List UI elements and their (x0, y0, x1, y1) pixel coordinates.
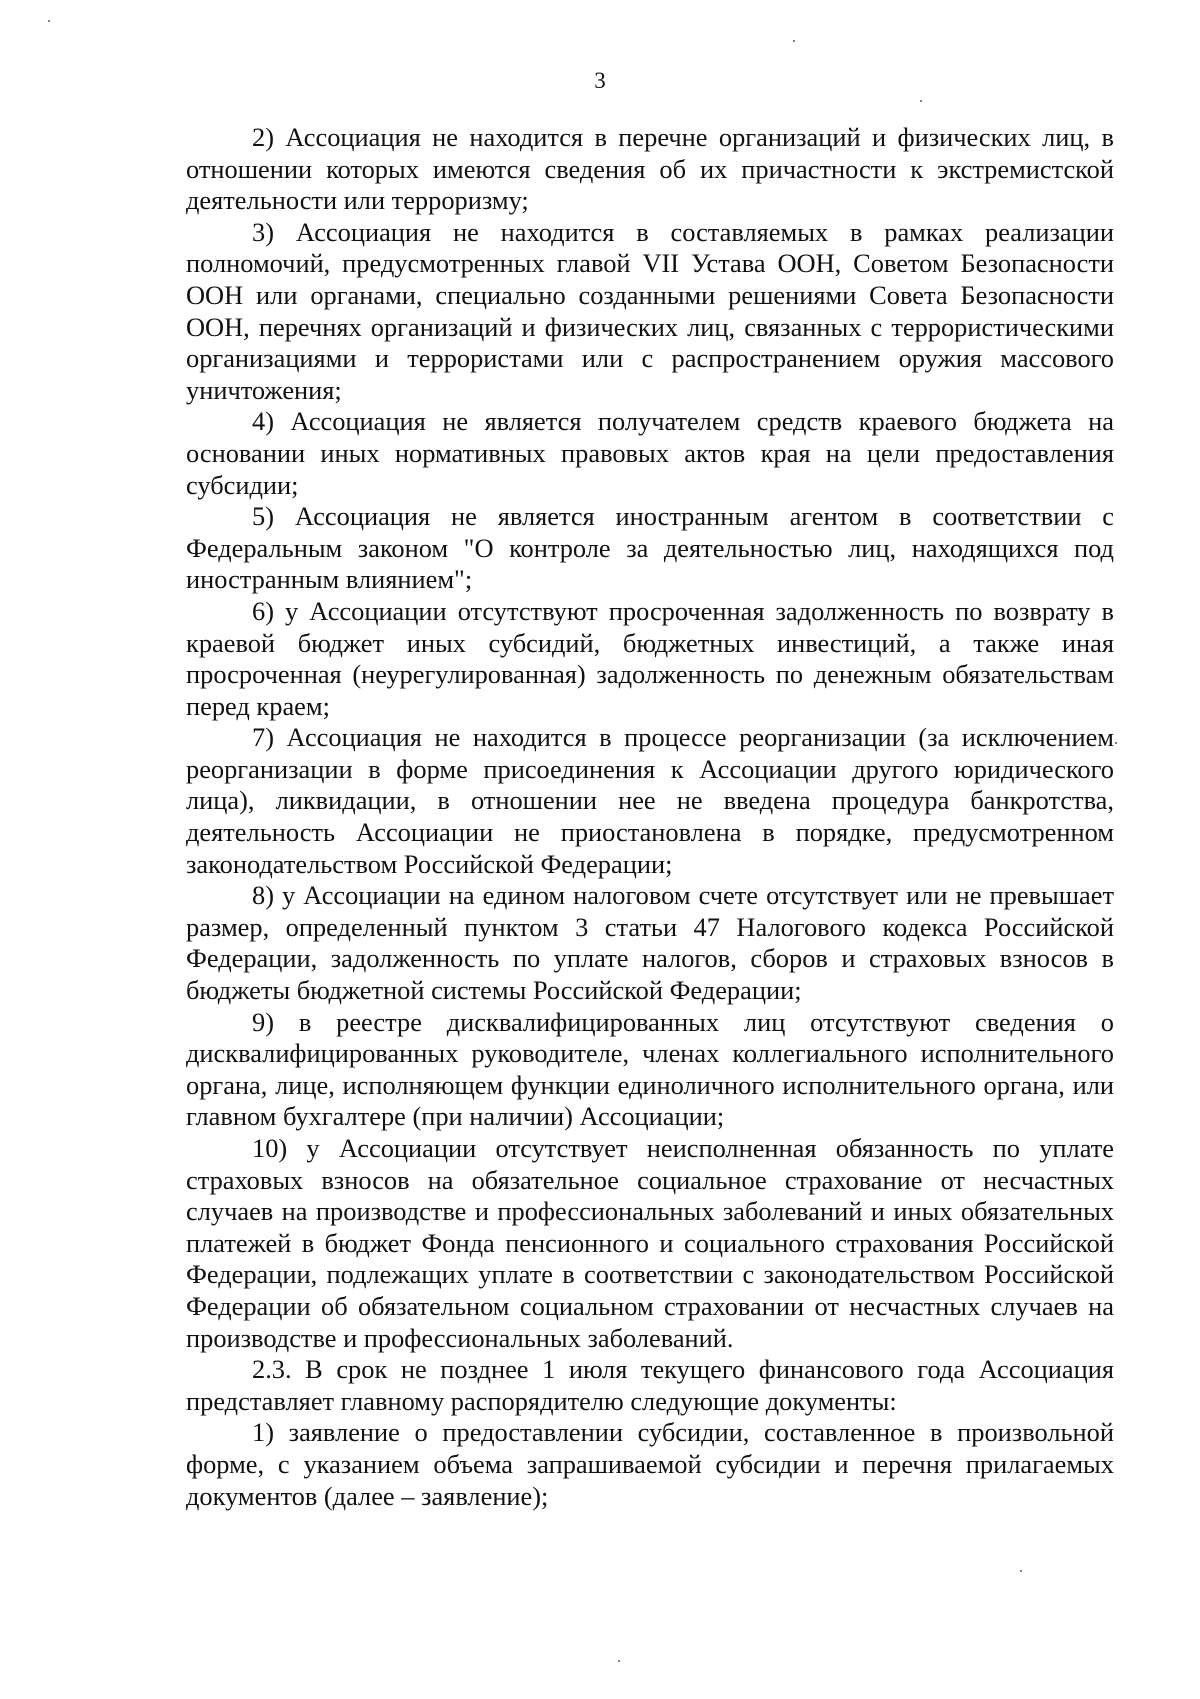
scan-speck (920, 100, 922, 102)
paragraph-item-9: 9) в реестре дисквалифицированных лиц отсутствуют сведения о дисквалифицированных руководителе, членах коллегиального исполнительного органа, лице, исполняющем функции единоличного исполнительного органа, или главном бухгалтере (при наличии) Ассоциации; (186, 1006, 1114, 1132)
scan-speck (1115, 742, 1117, 744)
paragraph-item-8: 8) у Ассоциации на едином налоговом счете отсутствует или не превышает размер, определенный пунктом 3 статьи 47 Налогового кодекса Российской Федерации, задолженность по уплате налогов, сборов и страховых взносов в бюджеты бюджетной системы Российской Федерации; (186, 880, 1114, 1006)
page-number: 3 (594, 68, 606, 93)
paragraph-item-5: 5) Ассоциация не является иностранным агентом в соответствии с Федеральным законом "О контроле за деятельностью лиц, находящихся под иностранным влиянием"; (186, 501, 1114, 595)
document-list-item-1: 1) заявление о предоставлении субсидии, составленное в произвольной форме, с указанием объема запрашиваемой субсидии и перечня прилагаемых документов (далее – заявление); (186, 1417, 1114, 1511)
paragraph-item-4: 4) Ассоциация не является получателем средств краевого бюджета на основании иных нормативных правовых актов края на цели предоставления субсидии; (186, 406, 1114, 500)
paragraph-item-2: 2) Ассоциация не находится в перечне организаций и физических лиц, в отношении которых имеются сведения об их причастности к экстремистской деятельности или терроризму; (186, 122, 1114, 216)
paragraph-item-3: 3) Ассоциация не находится в составляемых в рамках реализации полномочий, предусмотренных главой VII Устава ООН, Советом Безопасности ООН или органами, специально созданными решениями Совета Безопасности ООН, перечнях организаций и физических лиц, связанных с террористическими организациями и террористами или с распространением оружия массового уничтожения; (186, 216, 1114, 405)
document-body (186, 122, 1114, 1512)
scan-speck (1020, 1570, 1022, 1572)
scan-speck (793, 40, 795, 42)
scan-speck (48, 20, 50, 22)
scan-speck (618, 1660, 620, 1662)
paragraph-item-7: 7) Ассоциация не находится в процессе реорганизации (за исключением реорганизации в форме присоединения к Ассоциации другого юридического лица), ликвидации, в отношении нее не введена процедура банкротства, деятельность Ассоциации не приостановлена в порядке, предусмотренном законодательством Российской Федерации; (186, 722, 1114, 879)
paragraph-item-6: 6) у Ассоциации отсутствуют просроченная задолженность по возврату в краевой бюджет иных субсидий, бюджетных инвестиций, а также иная просроченная (неурегулированная) задолженность по денежным обязательствам перед краем; (186, 595, 1114, 721)
paragraph-item-10: 10) у Ассоциации отсутствует неисполненная обязанность по уплате страховых взносов на обязательное социальное страхование от несчастных случаев на производстве и профессиональных заболеваний и иных обязательных платежей в бюджет Фонда пенсионного и социального страхования Российской Федерации, подлежащих уплате в соответствии с законодательством Российской Федерации об обязательном социальном страховании от несчастных случаев на производстве и профессиональных заболеваний. (186, 1133, 1114, 1353)
section-2-3-paragraph: 2.3. В срок не позднее 1 июля текущего финансового года Ассоциация представляет главному распорядителю следующие документы: (186, 1354, 1114, 1416)
